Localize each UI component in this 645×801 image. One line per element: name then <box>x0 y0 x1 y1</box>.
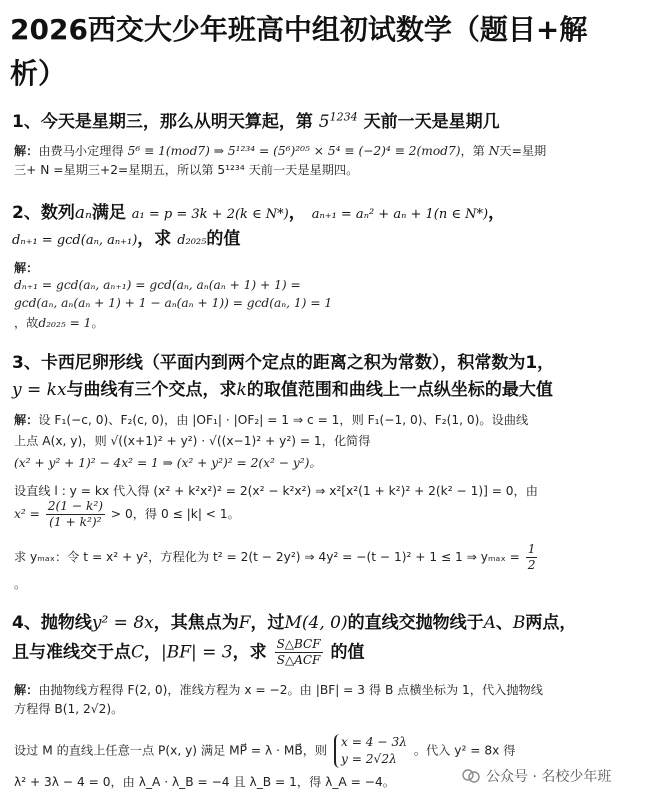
q2-heading-line-1: 2、数列aₙ满足 a₁ = p = 3k + 2(k ∈ N*)， aₙ₊₁ = aₙ² + aₙ + 1(n ∈ N*)， <box>12 203 506 223</box>
q3-solution-line-7: 。 <box>14 577 27 591</box>
q3-fraction-ymax: $\frac{1}{2}$ <box>527 542 536 572</box>
q3-solution-line-2: 上点 A(x, y)，则 √((x+1)² + y²) · √((x−1)² + y²) = 1，化简得 <box>14 434 371 448</box>
wechat-official-account-icon <box>462 769 480 783</box>
q2-solution-label: 解： <box>14 261 39 275</box>
q3-heading-line-2: y = kx与曲线有三个交点，求k的取值范围和曲线上一点纵坐标的最大值 <box>12 380 553 400</box>
q3-fraction-k: $\frac{\text{2(1 − k²)}}{\text{(1 + k²)²}}$ <box>47 499 103 529</box>
page-title <box>10 8 630 96</box>
q4-solution-line-2: 方程得 B(1, 2√2)。 <box>14 702 124 716</box>
title-line-2: 析） <box>10 57 67 90</box>
q3-solution-line-6: 求 yₘₐₓ：令 t = x² + y²，方程化为 t² = 2(t − 2y²) ⇒ 4y² = −(t − 1)² + 1 ≤ 1 ⇒ yₘₐₓ = $\frac{1}{2}$ <box>14 542 536 572</box>
q1-solution-line-1: 解：由费马小定理得 5⁶ ≡ 1(mod7) ⇒ 5¹²³⁴ = (5⁶)²⁰⁵ × 5⁴ ≡ (−2)⁴ ≡ 2(mod7)，第 N天=星期 <box>14 144 547 158</box>
watermark <box>462 764 632 788</box>
q4-heading-line-1: 4、抛物线y² = 8x，其焦点为F，过M(4, 0)的直线交抛物线于A、B两点， <box>12 613 577 633</box>
q1-solution-line-2: 三+ N =星期三+2=星期五，所以第 5¹²³⁴ 天前一天是星期四。 <box>14 163 359 177</box>
q3-solution-line-5: x² = $\frac{\text{2(1 − k²)}}{\text{(1 + k²)²}}$ > 0，得 0 ≤ |k| < 1。 <box>14 499 240 529</box>
watermark-text: 公众号 · 名校少年班 <box>486 769 612 785</box>
title-line-1: 2026西交大少年班高中组初试数学（题目+解 <box>10 13 588 46</box>
q2-heading-line-2: dₙ₊₁ = gcd(aₙ, aₙ₊₁)，求 d₂₀₂₅的值 <box>12 229 241 249</box>
q3-solution-line-3: (x² + y² + 1)² − 4x² = 1 ⇒ (x² + y²)² = 2(x² − y²)。 <box>14 456 322 470</box>
q4-equation-system: x = 4 − 3λ y = 2√2λ <box>334 734 407 768</box>
q4-solution-line-1: 解：由抛物线方程得 F(2, 0)，准线方程为 x = −2。由 |BF| = 3 得 B 点横坐标为 1，代入抛物线 <box>14 683 543 697</box>
q3-heading-line-1: 3、卡西尼卵形线（平面内到两个定点的距离之积为常数），积常数为1， <box>12 353 555 373</box>
q2-solution-line-1: dₙ₊₁ = gcd(aₙ, aₙ₊₁) = gcd(aₙ, aₙ(aₙ + 1) + 1) = <box>14 278 301 292</box>
q3-solution-line-1: 解：设 F₁(−c, 0)、F₂(c, 0)，由 |OF₁| · |OF₂| = 1 ⇒ c = 1，则 F₁(−1, 0)、F₂(1, 0)。设曲线 <box>14 413 529 427</box>
q1-heading: 1、今天是星期三，那么从明天算起，第 $5^{1234}$ 天前一天是星期几 <box>12 110 500 132</box>
q4-solution-line-3: 设过 M 的直线上任意一点 P(x, y) 满足 MP⃗ = λ · MB⃗，则 x = 4 − 3λ y = 2√2λ 。代入 y² = 8x 得 <box>14 735 516 766</box>
q4-solution-line-4: λ² + 3λ − 4 = 0，由 λ_A · λ_B = −4 且 λ_B = 1，得 λ_A = −4。 <box>14 775 395 789</box>
q4-area-ratio: $\frac{\text{S△BCF}}{\text{S△ACF}}$ <box>276 637 321 667</box>
q3-solution-line-4: 设直线 l : y = kx 代入得 (x² + k²x²)² = 2(x² − k²x²) ⇒ x²[x²(1 + k²)² + 2(k² − 1)] = 0，由 <box>14 484 538 498</box>
q4-heading-line-2: 且与准线交于点C，|BF| = 3，求 $\frac{\text{S△BCF}}{\text{S△ACF}}$ 的值 <box>12 637 365 667</box>
q2-solution-line-3: ，故d₂₀₂₅ = 1。 <box>14 316 104 330</box>
q2-solution-line-2: gcd(aₙ, aₙ(aₙ + 1) + 1 − aₙ(aₙ + 1)) = gcd(aₙ, 1) = 1 <box>14 296 333 310</box>
